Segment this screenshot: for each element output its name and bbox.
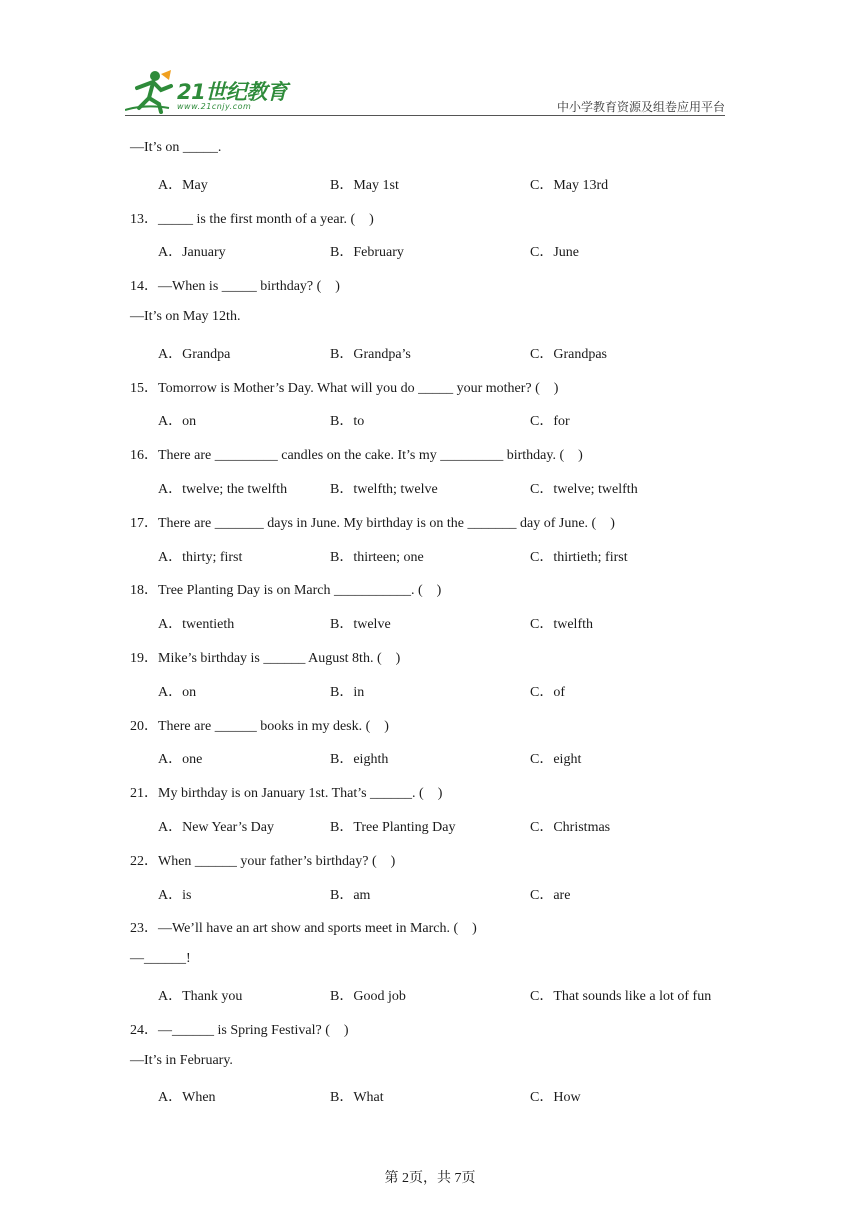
logo-text: 21世纪教育: [177, 80, 288, 104]
option-b[interactable]: B．May 1st: [330, 177, 399, 193]
option-b[interactable]: B．eighth: [330, 752, 389, 768]
question-text: 17．There are _______ days in June. My birthday is on the _______ day of June. ( ): [130, 515, 615, 531]
option-b[interactable]: B．in: [330, 684, 365, 700]
option-c[interactable]: C．for: [530, 414, 570, 430]
page-header: [125, 68, 725, 118]
option-c[interactable]: C．eight: [530, 752, 582, 768]
option-c[interactable]: C．of: [530, 684, 565, 700]
option-a[interactable]: A．is: [158, 887, 192, 903]
question-response-line: —______!: [130, 951, 191, 967]
option-b[interactable]: B．Good job: [330, 989, 406, 1004]
option-b[interactable]: B．twelfth; twelve: [330, 482, 438, 497]
header-divider: [125, 115, 725, 116]
option-c[interactable]: C．How: [530, 1090, 581, 1106]
option-c[interactable]: C．June: [530, 245, 579, 261]
option-a[interactable]: A．one: [158, 752, 203, 768]
option-c[interactable]: C．thirtieth; first: [530, 549, 628, 565]
option-a[interactable]: A．twelve; the twelfth: [158, 482, 288, 497]
option-b[interactable]: B．Tree Planting Day: [330, 820, 456, 835]
question-text: 15．Tomorrow is Mother’s Day. What will you do _____ your mother? ( ): [130, 380, 559, 396]
option-a[interactable]: A．Thank you: [158, 989, 243, 1004]
option-b[interactable]: B．am: [330, 887, 371, 903]
option-a[interactable]: A．January: [158, 245, 226, 261]
question-response-line: —It’s on May 12th.: [130, 309, 241, 324]
question-text: 21．My birthday is on January 1st. That’s ______. ( ): [130, 786, 443, 802]
option-a[interactable]: A．on: [158, 684, 197, 700]
option-c[interactable]: C．May 13rd: [530, 177, 609, 193]
question-text: 24．—______ is Spring Festival? ( ): [130, 1022, 349, 1038]
option-b[interactable]: B．thirteen; one: [330, 549, 424, 565]
question-text: 14．—When is _____ birthday? ( ): [130, 279, 340, 295]
option-a[interactable]: A．Grandpa: [158, 346, 231, 362]
option-c[interactable]: C．twelve; twelfth: [530, 482, 638, 497]
option-a[interactable]: A．When: [158, 1090, 216, 1106]
option-c[interactable]: C．Grandpas: [530, 346, 607, 362]
option-a[interactable]: A．twentieth: [158, 617, 235, 633]
question-response-line: —It’s in February.: [130, 1052, 233, 1068]
page-number: 第 2页，共 7页: [384, 1171, 476, 1186]
question-text: 23．—We’ll have an art show and sports meet in March. ( ): [130, 921, 477, 937]
option-a[interactable]: A．New Year’s Day: [158, 820, 275, 835]
question-text: 22．When ______ your father’s birthday? ( ): [130, 853, 396, 869]
option-c[interactable]: C．That sounds like a lot of fun: [530, 989, 712, 1004]
option-b[interactable]: B．Grandpa’s: [330, 346, 411, 362]
option-b[interactable]: B．February: [330, 245, 404, 261]
question-text: 16．There are _________ candles on the cake. It’s my _________ birthday. ( ): [130, 448, 583, 464]
option-a[interactable]: A．May: [158, 177, 208, 193]
option-a[interactable]: A．on: [158, 414, 197, 430]
question-text: 18．Tree Planting Day is on March ___________. ( ): [130, 583, 442, 599]
site-logo: [125, 68, 295, 114]
question-text: —It’s on _____.: [130, 140, 222, 155]
question-text: 13．_____ is the first month of a year. ( ): [130, 211, 374, 227]
option-a[interactable]: A．thirty; first: [158, 549, 243, 565]
platform-name: 中小学教育资源及组卷应用平台: [556, 100, 725, 114]
option-b[interactable]: B．twelve: [330, 617, 391, 633]
option-c[interactable]: C．twelfth: [530, 617, 593, 633]
question-text: 19．Mike’s birthday is ______ August 8th. ( ): [130, 651, 401, 666]
option-b[interactable]: B．to: [330, 414, 365, 430]
option-c[interactable]: C．Christmas: [530, 820, 611, 835]
option-c[interactable]: C．are: [530, 887, 571, 903]
logo-url: www.21cnjy.com: [177, 102, 252, 111]
question-text: 20．There are ______ books in my desk. ( ): [130, 718, 389, 734]
runner-icon: [125, 68, 175, 114]
option-b[interactable]: B．What: [330, 1090, 384, 1106]
